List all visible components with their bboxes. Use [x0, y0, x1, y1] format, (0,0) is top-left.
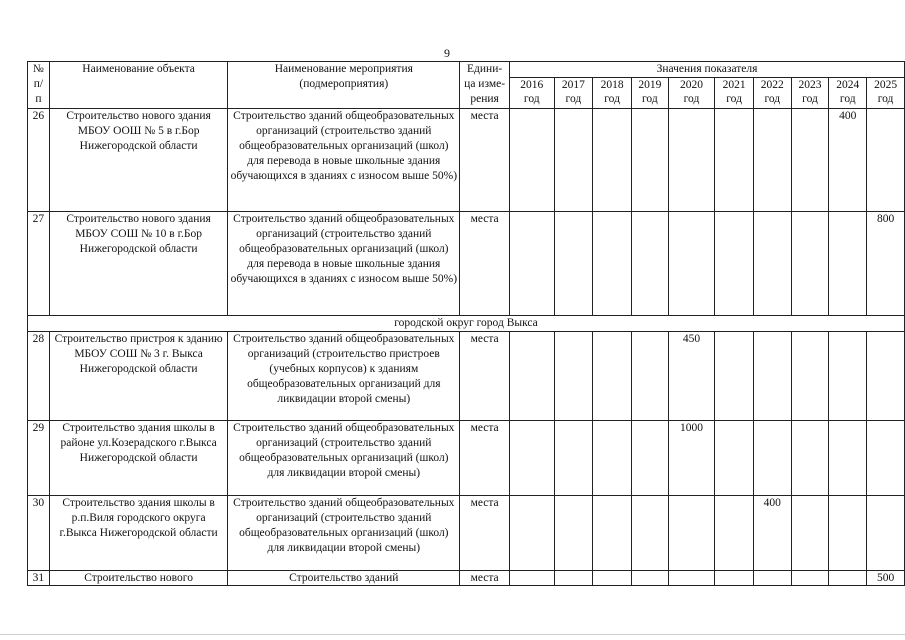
- value-cell: 1000: [668, 421, 715, 496]
- value-cell: [593, 421, 632, 496]
- header-values: Значения показателя: [509, 62, 904, 78]
- table-row: [28, 496, 905, 571]
- measure-name: Строительство зданий общеобразовательных организаций (строительство зданий общеобразовательных организаций (школ) для ликвидации второй смены): [228, 496, 460, 571]
- header-year: 2025 год: [867, 78, 905, 109]
- value-cell: [631, 332, 668, 421]
- header-year: 2019 год: [631, 78, 668, 109]
- value-cell: [753, 421, 791, 496]
- value-cell: [554, 332, 593, 421]
- value-cell: [554, 571, 593, 586]
- value-cell: [509, 332, 554, 421]
- row-number: 31: [28, 571, 50, 586]
- value-cell: [509, 421, 554, 496]
- header-year: 2020 год: [668, 78, 715, 109]
- unit-cell: места: [460, 571, 510, 586]
- header-measure: Наименование мероприятия (подмероприятия): [228, 62, 460, 109]
- value-cell: [509, 496, 554, 571]
- header-year: 2023 год: [791, 78, 829, 109]
- value-cell: [668, 109, 715, 212]
- value-cell: [593, 332, 632, 421]
- value-cell: 800: [867, 212, 905, 316]
- page-bottom-line: [0, 634, 905, 635]
- unit-cell: места: [460, 496, 510, 571]
- value-cell: [715, 332, 754, 421]
- header-year: 2018 год: [593, 78, 632, 109]
- row-number: 26: [28, 109, 50, 212]
- value-cell: 500: [867, 571, 905, 586]
- value-cell: 400: [829, 109, 867, 212]
- value-cell: [829, 496, 867, 571]
- object-name: Строительство здания школы в р.п.Виля городского округа г.Выкса Нижегородской области: [49, 496, 228, 571]
- value-cell: [668, 496, 715, 571]
- value-cell: [593, 571, 632, 586]
- value-cell: [715, 421, 754, 496]
- header-year: 2021 год: [715, 78, 754, 109]
- object-name: Строительство здания школы в районе ул.Козерадского г.Выкса Нижегородской области: [49, 421, 228, 496]
- value-cell: [753, 571, 791, 586]
- value-cell: [593, 109, 632, 212]
- value-cell: [509, 212, 554, 316]
- object-name: Строительство нового здания МБОУ СОШ № 10 в г.Бор Нижегородской области: [49, 212, 228, 316]
- table-row: [28, 332, 905, 421]
- value-cell: [593, 212, 632, 316]
- measure-name: Строительство зданий общеобразовательных организаций (строительство зданий общеобразовательных организаций (школ) для ликвидации второй смены): [228, 421, 460, 496]
- value-cell: 400: [753, 496, 791, 571]
- value-cell: [554, 109, 593, 212]
- value-cell: [631, 212, 668, 316]
- value-cell: [631, 496, 668, 571]
- unit-cell: места: [460, 421, 510, 496]
- object-name: Строительство пристроя к зданию МБОУ СОШ № 3 г. Выкса Нижегородской области: [49, 332, 228, 421]
- value-cell: [715, 212, 754, 316]
- measure-name: Строительство зданий: [228, 571, 460, 586]
- measure-name: Строительство зданий общеобразовательных организаций (строительство зданий общеобразовательных организаций (школ) для перевода в новые школьные здания обучающихся в зданиях с износом выше 50%): [228, 109, 460, 212]
- value-cell: [791, 109, 829, 212]
- header-year: 2017 год: [554, 78, 593, 109]
- value-cell: [509, 109, 554, 212]
- value-cell: [668, 571, 715, 586]
- value-cell: [829, 332, 867, 421]
- value-cell: [631, 571, 668, 586]
- indicator-table: [27, 61, 905, 586]
- row-number: 30: [28, 496, 50, 571]
- table-row: [28, 109, 905, 212]
- value-cell: [631, 421, 668, 496]
- table-row: [28, 212, 905, 316]
- value-cell: [631, 109, 668, 212]
- header-unit: Едини- ца изме- рения: [460, 62, 510, 109]
- value-cell: [715, 109, 754, 212]
- value-cell: 450: [668, 332, 715, 421]
- value-cell: [753, 212, 791, 316]
- value-cell: [791, 421, 829, 496]
- value-cell: [829, 571, 867, 586]
- value-cell: [867, 421, 905, 496]
- value-cell: [715, 571, 754, 586]
- page-number: 9: [444, 46, 450, 60]
- measure-name: Строительство зданий общеобразовательных организаций (строительство пристроев (учебных корпусов) к зданиям общеобразовательных организаций для ликвидации второй смены): [228, 332, 460, 421]
- unit-cell: места: [460, 332, 510, 421]
- section-title: городской округ город Выкса: [28, 316, 905, 332]
- row-number: 28: [28, 332, 50, 421]
- row-number: 27: [28, 212, 50, 316]
- value-cell: [715, 496, 754, 571]
- value-cell: [829, 212, 867, 316]
- value-cell: [791, 571, 829, 586]
- header-year: 2022 год: [753, 78, 791, 109]
- unit-cell: места: [460, 212, 510, 316]
- value-cell: [668, 212, 715, 316]
- header-year: 2016 год: [509, 78, 554, 109]
- value-cell: [753, 332, 791, 421]
- header-num: № п/ п: [28, 62, 50, 109]
- value-cell: [509, 571, 554, 586]
- value-cell: [791, 332, 829, 421]
- value-cell: [593, 496, 632, 571]
- section-row: [28, 316, 905, 332]
- value-cell: [791, 496, 829, 571]
- table-row: [28, 421, 905, 496]
- value-cell: [554, 421, 593, 496]
- object-name: Строительство нового: [49, 571, 228, 586]
- value-cell: [554, 496, 593, 571]
- value-cell: [867, 109, 905, 212]
- value-cell: [554, 212, 593, 316]
- measure-name: Строительство зданий общеобразовательных организаций (строительство зданий общеобразовательных организаций (школ) для перевода в новые школьные здания обучающихся в зданиях с износом выше 50%): [228, 212, 460, 316]
- unit-cell: места: [460, 109, 510, 212]
- value-cell: [867, 332, 905, 421]
- value-cell: [753, 109, 791, 212]
- value-cell: [867, 496, 905, 571]
- table-row: [28, 571, 905, 586]
- value-cell: [829, 421, 867, 496]
- value-cell: [791, 212, 829, 316]
- object-name: Строительство нового здания МБОУ ООШ № 5 в г.Бор Нижегородской области: [49, 109, 228, 212]
- header-year: 2024 год: [829, 78, 867, 109]
- header-object: Наименование объекта: [49, 62, 228, 109]
- row-number: 29: [28, 421, 50, 496]
